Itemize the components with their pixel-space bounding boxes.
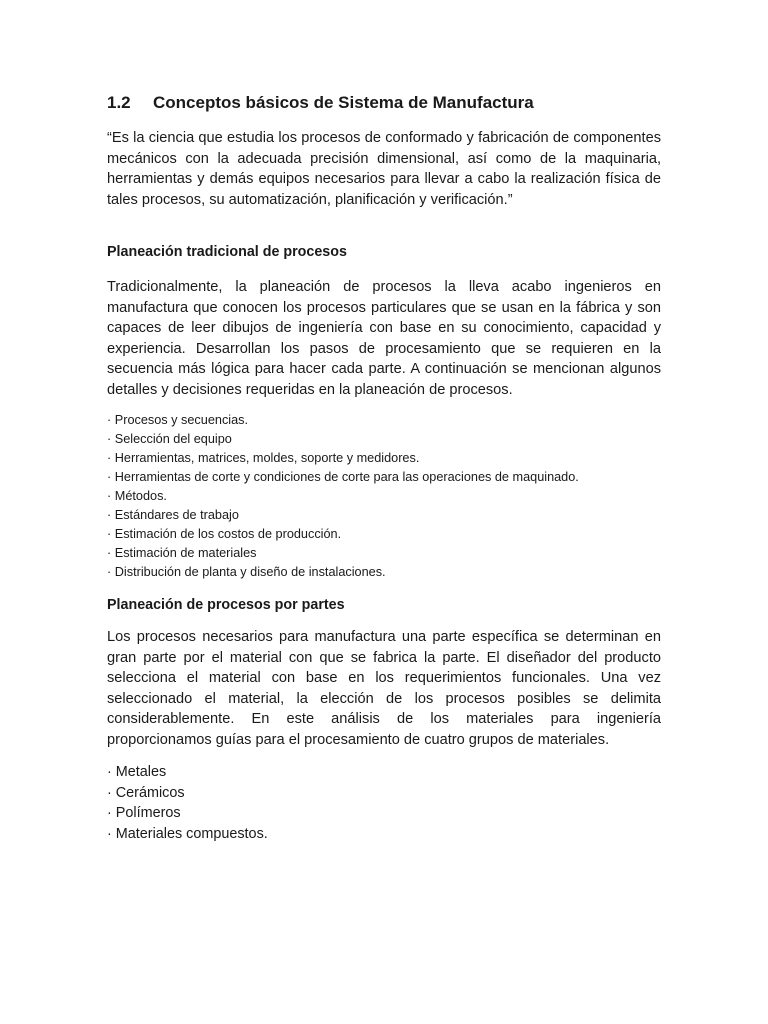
section-title: Conceptos básicos de Sistema de Manufactura [153, 93, 534, 112]
materials-list [107, 762, 661, 845]
traditional-paragraph: Tradicionalmente, la planeación de procesos la lleva acabo ingenieros en manufactura que conocen los procesos particulares que se usan en la fábrica y son capaces de leer dibujos de ingeniería con base en su conocimiento, capacidad y experiencia. Desarrollan los pasos de procesamiento que se requieren en la secuencia más lógica para hacer cada parte. A continuación se mencionan algunos detalles y decisiones requeridas en la planeación de procesos. [107, 279, 661, 398]
traditional-heading: Planeación tradicional de procesos [107, 244, 347, 260]
list-item: · Selección del equipo [107, 432, 232, 446]
by-parts-heading: Planeación de procesos por partes [107, 597, 345, 613]
traditional-list [107, 411, 661, 582]
list-item: · Herramientas, matrices, moldes, soporte y medidores. [107, 451, 420, 465]
by-parts-paragraph: Los procesos necesarios para manufactura una parte específica se determinan en gran parte por el material con que se fabrica la parte. El diseñador del producto selecciona el material con base en los requerimientos funcionales. Una vez seleccionado el material, la elección de los procesos posibles se delimita considerablemente. En este análisis de los materiales para ingeniería proporcionamos guías para el procesamiento de cuatro grupos de materiales. [107, 629, 661, 748]
list-item: · Procesos y secuencias. [107, 413, 249, 427]
list-item: · Cerámicos [107, 784, 185, 801]
list-item: · Estimación de los costos de producción. [107, 527, 342, 541]
list-item: · Distribución de planta y diseño de instalaciones. [107, 565, 386, 579]
section-number: 1.2 [107, 93, 131, 112]
intro-quote: “Es la ciencia que estudia los procesos de conformado y fabricación de componentes mecánicos con la adecuada precisión dimensional, así como de la maquinaria, herramientas y demás equipos necesarios para llevar a cabo la realización física de tales procesos, su automatización, planificación y verificación.” [107, 130, 661, 208]
list-item: · Estándares de trabajo [107, 508, 239, 522]
list-item: · Estimación de materiales [107, 546, 257, 560]
list-item: · Materiales compuestos. [107, 826, 268, 843]
list-item: · Polímeros [107, 805, 181, 822]
list-item: · Herramientas de corte y condiciones de corte para las operaciones de maquinado. [107, 470, 579, 484]
list-item: · Métodos. [107, 489, 167, 503]
section-heading [107, 92, 661, 114]
list-item: · Metales [107, 764, 167, 780]
